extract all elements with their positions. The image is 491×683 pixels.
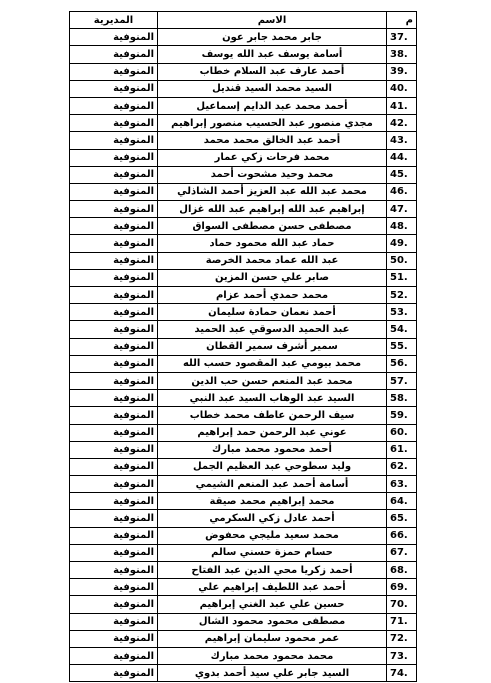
row-directorate-cell: المنوفية [70,29,158,46]
row-name-cell: عبد الحميد الدسوقي عبد الحميد [158,321,387,338]
row-directorate-cell: المنوفية [70,235,158,252]
row-directorate-cell: المنوفية [70,338,158,355]
row-name-cell: حسام حمزة حسني سالم [158,544,387,561]
table-row [70,166,417,183]
table-row [70,493,417,510]
table-row [70,132,417,149]
table-row [70,97,417,114]
row-name-cell: أحمد عارف عبد السلام خطاب [158,63,387,80]
row-name-cell: أحمد محمود محمد مبارك [158,441,387,458]
row-directorate-cell: المنوفية [70,647,158,664]
row-number-cell: 47. [387,201,417,218]
row-directorate-cell: المنوفية [70,510,158,527]
row-name-cell: السيد عبد الوهاب السيد عبد النبي [158,390,387,407]
row-number-cell: 51. [387,269,417,286]
table-row [70,390,417,407]
row-number-cell: 67. [387,544,417,561]
row-number-cell: 68. [387,562,417,579]
row-name-cell: مجدي منصور عبد الحسيب منصور إبراهيم [158,115,387,132]
row-number-cell: 40. [387,80,417,97]
row-directorate-cell: المنوفية [70,80,158,97]
table-row [70,338,417,355]
row-directorate-cell: المنوفية [70,287,158,304]
row-number-cell: 73. [387,647,417,664]
table-row [70,269,417,286]
row-number-cell: 42. [387,115,417,132]
row-directorate-cell: المنوفية [70,441,158,458]
row-directorate-cell: المنوفية [70,476,158,493]
row-name-cell: محمد عبد المنعم حسن حب الدين [158,372,387,389]
row-directorate-cell: المنوفية [70,613,158,630]
row-number-cell: 39. [387,63,417,80]
table-row [70,115,417,132]
row-name-cell: مصطفى محمود محمود الشال [158,613,387,630]
row-number-cell: 63. [387,476,417,493]
row-directorate-cell: المنوفية [70,46,158,63]
table-row [70,287,417,304]
row-number-cell: 53. [387,304,417,321]
row-name-cell: حسين علي عبد الغني إبراهيم [158,596,387,613]
row-directorate-cell: المنوفية [70,97,158,114]
row-number-cell: 66. [387,527,417,544]
row-directorate-cell: المنوفية [70,665,158,682]
row-name-cell: وليد سطوحي عبد العظيم الجمل [158,458,387,475]
row-name-cell: سيف الرحمن عاطف محمد خطاب [158,407,387,424]
column-header-name: الاسم [158,12,387,29]
table-row [70,183,417,200]
row-name-cell: محمد فرحات زكي عمار [158,149,387,166]
row-name-cell: أسامة يوسف عبد الله يوسف [158,46,387,63]
row-number-cell: 49. [387,235,417,252]
table-row [70,63,417,80]
row-name-cell: عوني عبد الرحمن حمد إبراهيم [158,424,387,441]
row-name-cell: محمد بيومي عبد المقصود حسب الله [158,355,387,372]
row-number-cell: 37. [387,29,417,46]
row-directorate-cell: المنوفية [70,321,158,338]
row-name-cell: محمد عبد الله عبد العزيز أحمد الشاذلي [158,183,387,200]
row-directorate-cell: المنوفية [70,562,158,579]
row-directorate-cell: المنوفية [70,424,158,441]
row-number-cell: 60. [387,424,417,441]
row-directorate-cell: المنوفية [70,458,158,475]
row-directorate-cell: المنوفية [70,218,158,235]
row-number-cell: 52. [387,287,417,304]
header-row [70,12,417,29]
row-number-cell: 74. [387,665,417,682]
table-row [70,372,417,389]
column-header-directorate: المديرية [70,12,158,29]
table-row [70,665,417,682]
row-number-cell: 45. [387,166,417,183]
row-directorate-cell: المنوفية [70,115,158,132]
row-directorate-cell: المنوفية [70,493,158,510]
table-row [70,613,417,630]
row-name-cell: أحمد عبد اللطيف إبراهيم علي [158,579,387,596]
row-name-cell: السيد محمد السيد قنديل [158,80,387,97]
table-row [70,304,417,321]
row-number-cell: 59. [387,407,417,424]
table-row [70,149,417,166]
row-name-cell: محمد حمدي أحمد عزام [158,287,387,304]
row-number-cell: 72. [387,630,417,647]
row-name-cell: محمد محمود محمد مبارك [158,647,387,664]
row-name-cell: إبراهيم عبد الله إبراهيم عبد الله غزال [158,201,387,218]
row-number-cell: 70. [387,596,417,613]
row-number-cell: 58. [387,390,417,407]
row-name-cell: محمد سعيد مليجي محفوض [158,527,387,544]
row-name-cell: عبد الله عماد محمد الخرصة [158,252,387,269]
table-row [70,252,417,269]
row-name-cell: أسامة أحمد عبد المنعم الشيمي [158,476,387,493]
row-number-cell: 64. [387,493,417,510]
table-row [70,510,417,527]
table-body [70,29,417,682]
row-number-cell: 50. [387,252,417,269]
row-name-cell: عمر محمود سليمان إبراهيم [158,630,387,647]
row-number-cell: 48. [387,218,417,235]
row-directorate-cell: المنوفية [70,149,158,166]
table-row [70,407,417,424]
row-directorate-cell: المنوفية [70,183,158,200]
row-number-cell: 69. [387,579,417,596]
row-directorate-cell: المنوفية [70,407,158,424]
row-number-cell: 46. [387,183,417,200]
table-row [70,647,417,664]
row-name-cell: السيد جابر علي سيد أحمد بدوي [158,665,387,682]
table-row [70,201,417,218]
row-directorate-cell: المنوفية [70,132,158,149]
table-row [70,29,417,46]
row-name-cell: صابر علي حسن المزين [158,269,387,286]
row-name-cell: محمد إبراهيم محمد صيقة [158,493,387,510]
row-number-cell: 38. [387,46,417,63]
row-directorate-cell: المنوفية [70,201,158,218]
row-directorate-cell: المنوفية [70,252,158,269]
row-number-cell: 54. [387,321,417,338]
row-name-cell: جابر محمد جابر عون [158,29,387,46]
row-number-cell: 57. [387,372,417,389]
row-number-cell: 61. [387,441,417,458]
row-directorate-cell: المنوفية [70,304,158,321]
table-row [70,46,417,63]
row-name-cell: مصطفى حسن مصطفى السواق [158,218,387,235]
table-row [70,596,417,613]
row-name-cell: حماد عبد الله محمود حماد [158,235,387,252]
table-row [70,235,417,252]
row-directorate-cell: المنوفية [70,269,158,286]
row-directorate-cell: المنوفية [70,63,158,80]
row-directorate-cell: المنوفية [70,544,158,561]
row-number-cell: 56. [387,355,417,372]
row-number-cell: 41. [387,97,417,114]
table-row [70,476,417,493]
row-number-cell: 65. [387,510,417,527]
row-directorate-cell: المنوفية [70,355,158,372]
row-name-cell: محمد وحيد مشحوت أحمد [158,166,387,183]
table-row [70,218,417,235]
table-row [70,424,417,441]
table-row [70,441,417,458]
row-number-cell: 43. [387,132,417,149]
table-row [70,458,417,475]
column-header-number: م [387,12,417,29]
row-directorate-cell: المنوفية [70,390,158,407]
row-name-cell: أحمد زكريا محي الدين عبد الفتاح [158,562,387,579]
table-row [70,355,417,372]
row-name-cell: أحمد محمد عبد الدايم إسماعيل [158,97,387,114]
table-row [70,321,417,338]
row-name-cell: أحمد نعمان حمادة سليمان [158,304,387,321]
row-number-cell: 71. [387,613,417,630]
row-directorate-cell: المنوفية [70,579,158,596]
row-number-cell: 55. [387,338,417,355]
row-directorate-cell: المنوفية [70,372,158,389]
row-number-cell: 62. [387,458,417,475]
table-row [70,562,417,579]
table-row [70,630,417,647]
row-directorate-cell: المنوفية [70,596,158,613]
table-row [70,80,417,97]
row-directorate-cell: المنوفية [70,166,158,183]
row-number-cell: 44. [387,149,417,166]
table-row [70,544,417,561]
row-directorate-cell: المنوفية [70,630,158,647]
table-row [70,579,417,596]
names-table [69,11,417,682]
table-row [70,527,417,544]
row-directorate-cell: المنوفية [70,527,158,544]
row-name-cell: أحمد عبد الخالق محمد محمد [158,132,387,149]
row-name-cell: أحمد عادل زكي السكرمي [158,510,387,527]
row-name-cell: سمير أشرف سمير القطان [158,338,387,355]
